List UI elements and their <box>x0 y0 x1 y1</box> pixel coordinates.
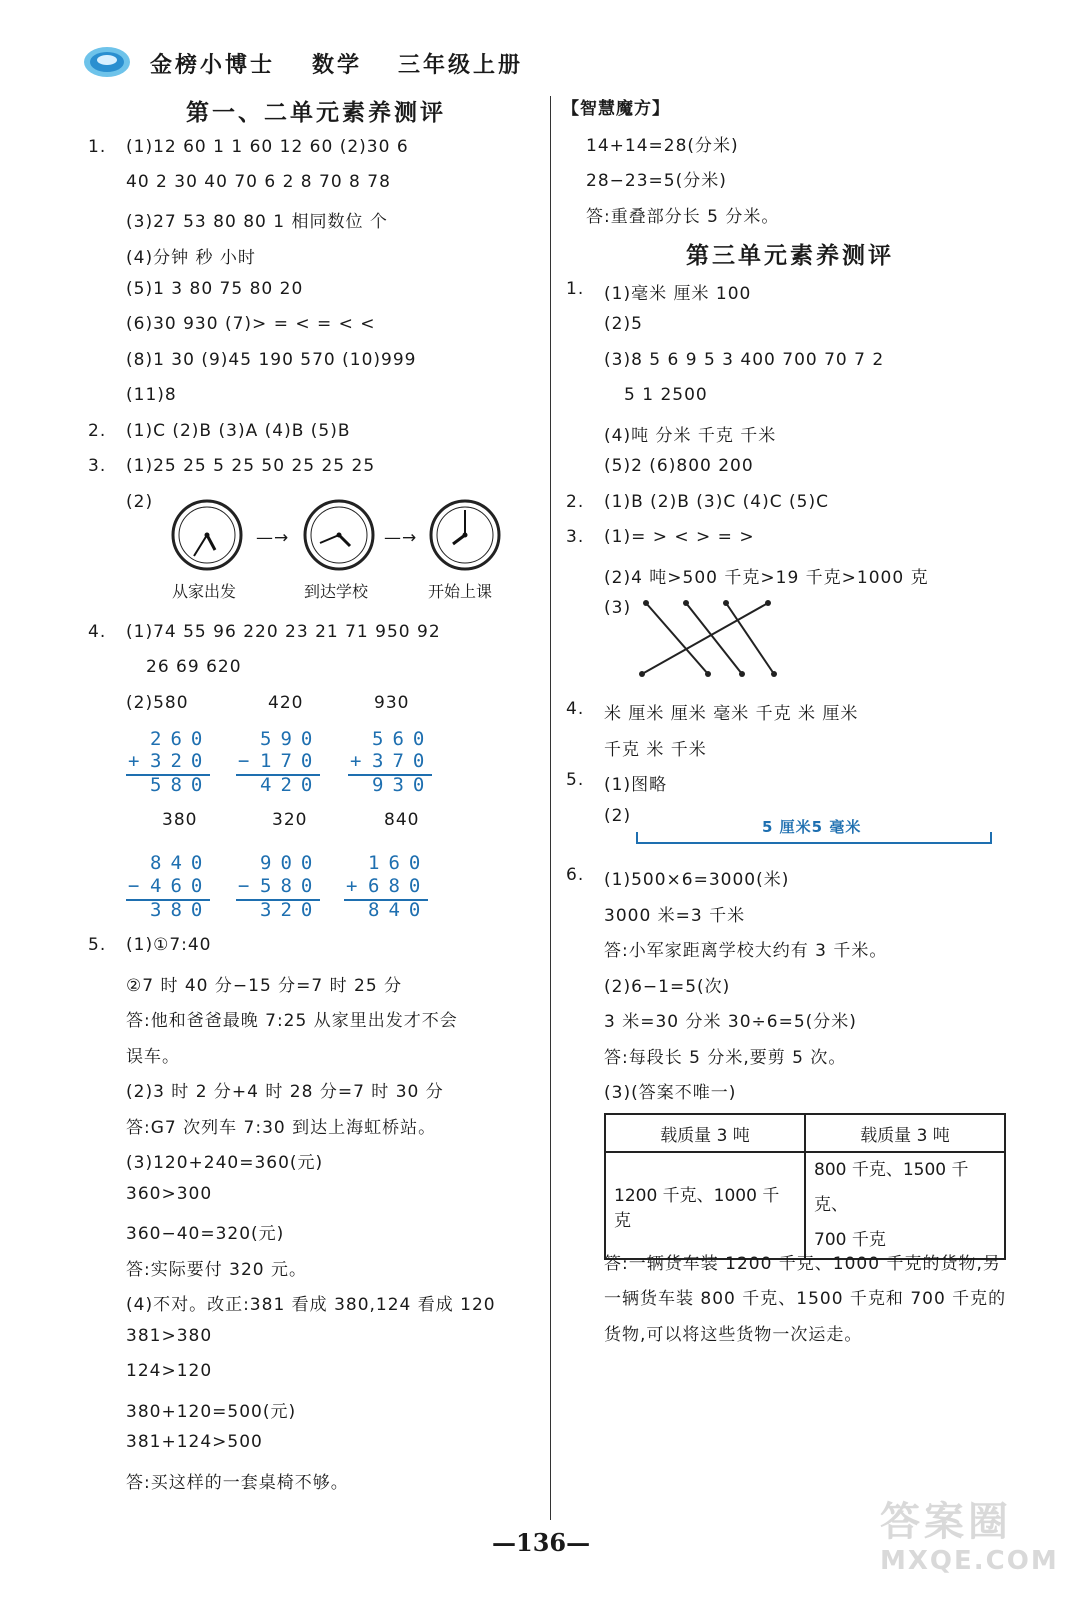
page-number: —136— <box>492 1528 591 1557</box>
answer-line: 千克 米 千米 <box>604 740 707 760</box>
answer-line: 360>300 <box>126 1184 213 1204</box>
answer-line: ②7 时 40 分−15 分=7 时 25 分 <box>126 976 403 996</box>
answer-line: (1)12 60 1 1 60 12 60 (2)30 6 <box>126 137 409 157</box>
answer-line: (2)3 时 2 分+4 时 28 分=7 时 30 分 <box>126 1082 444 1102</box>
grade-name: 三年级上册 <box>398 53 524 78</box>
calc-bottom: 320 <box>150 750 212 772</box>
answer-line: 124>120 <box>126 1361 213 1381</box>
q-number: 3. <box>88 456 107 476</box>
answer-line: (1)74 55 96 220 23 21 71 950 92 <box>126 622 441 642</box>
table-cell-line: 800 千克、1500 千克、 <box>814 1160 969 1215</box>
calc-bottom: 370 <box>372 750 434 772</box>
answer-line: 3000 米=3 千米 <box>604 906 746 926</box>
answer-line: 答:G7 次列车 7:30 到达上海虹桥站。 <box>126 1118 437 1138</box>
table-row <box>605 1114 1005 1152</box>
q-number: 2. <box>566 492 585 512</box>
answer-line: 答:小军家距离学校大约有 3 千米。 <box>604 941 888 961</box>
answer-line: 380+120=500(元) <box>126 1402 297 1422</box>
calc-top: 260 <box>150 728 212 750</box>
answer-line: (2)580 <box>126 693 189 713</box>
calc-top: 160 <box>368 852 430 874</box>
answer-line: 货物,可以将这些货物一次运走。 <box>604 1325 863 1345</box>
calc-result: 380 <box>150 899 212 921</box>
q-number: 2. <box>88 421 107 441</box>
q-number: 5. <box>566 770 585 790</box>
calc-bottom: 680 <box>368 875 430 897</box>
clock-icon <box>302 498 376 572</box>
calc-op: − <box>238 875 259 897</box>
table-cell: 1200 千克、1000 千克 <box>605 1152 805 1259</box>
answer-line: (4)吨 分米 千克 千米 <box>604 426 777 446</box>
answer-line: (1)500×6=3000(米) <box>604 870 790 890</box>
q-number: 3. <box>566 527 585 547</box>
answer-line: 误车。 <box>126 1047 180 1067</box>
answer-line: (3)(答案不唯一) <box>604 1083 737 1103</box>
section-title-unit-1-2: 第一、二单元素养测评 <box>186 100 446 126</box>
answer-line: (2)4 吨>500 千克>19 千克>1000 克 <box>604 568 929 588</box>
answer-line: 5 1 2500 <box>624 385 708 405</box>
calc-top: 590 <box>260 728 322 750</box>
answer-line: 14+14=28(分米) <box>586 136 739 156</box>
answer-line: 28−23=5(分米) <box>586 171 727 191</box>
answer-line: 答:每段长 5 分米,要剪 5 次。 <box>604 1048 847 1068</box>
answer-line: (3)120+240=360(元) <box>126 1153 324 1173</box>
answer-line: (3)8 5 6 9 5 3 400 700 70 7 2 <box>604 350 885 370</box>
answer-line: 答:实际要付 320 元。 <box>126 1260 307 1280</box>
answer-line: (1)①7:40 <box>126 935 212 955</box>
answer-line: (1)= > < > = > <box>604 527 755 547</box>
clock-label: 开始上课 <box>428 582 493 601</box>
clock-icon <box>428 498 502 572</box>
answer-line: (5)2 (6)800 200 <box>604 456 754 476</box>
calc-result: 840 <box>368 899 430 921</box>
answer-line: (11)8 <box>126 385 177 405</box>
answer-line: 一辆货车装 800 千克、1500 千克和 700 千克的 <box>604 1289 1007 1309</box>
section-title-unit-3: 第三单元素养测评 <box>686 243 894 269</box>
answer-line: 381+124>500 <box>126 1432 263 1452</box>
column-divider <box>550 96 551 1520</box>
watermark-url: MXQE.COM <box>880 1546 1059 1576</box>
answer-line: (1)图略 <box>604 775 668 795</box>
clock-icon <box>170 498 244 572</box>
calc-bottom: 170 <box>260 750 322 772</box>
segment-label: 5 厘米5 毫米 <box>762 818 862 836</box>
calc-top: 560 <box>372 728 434 750</box>
q-number: 1. <box>88 137 107 157</box>
answer-line: 420 <box>268 693 304 713</box>
answer-line: 3 米=30 分米 30÷6=5(分米) <box>604 1012 857 1032</box>
book-name: 金榜小博士 <box>150 53 276 78</box>
answer-line: (4)分钟 秒 小时 <box>126 248 256 268</box>
calc-result: 930 <box>372 774 434 796</box>
calc-op: + <box>128 750 149 772</box>
calc-op: + <box>350 750 371 772</box>
answer-line: (6)30 930 (7)> = < = < < <box>126 314 376 334</box>
answer-line: 930 <box>374 693 410 713</box>
q-number: 4. <box>566 699 585 719</box>
table-row <box>605 1152 1005 1259</box>
answer-line: 381>380 <box>126 1326 213 1346</box>
arrow: —→ <box>384 528 418 548</box>
matching-lines-diagram <box>630 594 780 682</box>
answer-line: 答:一辆货车装 1200 千克、1000 千克的货物,另 <box>604 1254 1001 1274</box>
answer-line: (2) <box>126 492 154 512</box>
calc-top: 840 <box>150 852 212 874</box>
answer-line: 840 <box>384 810 420 830</box>
q-number: 5. <box>88 935 107 955</box>
table-cell <box>805 1152 1005 1259</box>
watermark-logo: 答案圈 <box>880 1499 1012 1545</box>
answer-line: (3)27 53 80 80 1 相同数位 个 <box>126 212 388 232</box>
answer-line: (2)6−1=5(次) <box>604 977 731 997</box>
answer-line: (1)B (2)B (3)C (4)C (5)C <box>604 492 829 512</box>
answer-line: (2)5 <box>604 314 643 334</box>
calc-bottom: 460 <box>150 875 212 897</box>
arrow: —→ <box>256 528 290 548</box>
answer-line: (8)1 30 (9)45 190 570 (10)999 <box>126 350 417 370</box>
calc-result: 320 <box>260 899 322 921</box>
answer-line: 320 <box>272 810 308 830</box>
answer-line: 答:买这样的一套桌椅不够。 <box>126 1473 349 1493</box>
calc-bottom: 580 <box>260 875 322 897</box>
answer-line: 40 2 30 40 70 6 2 8 70 8 78 <box>126 172 391 192</box>
answer-line: (5)1 3 80 75 80 20 <box>126 279 304 299</box>
answer-line: (3) <box>604 598 632 618</box>
load-table <box>604 1113 1006 1260</box>
calc-result: 580 <box>150 774 212 796</box>
answer-line: (4)不对。改正:381 看成 380,124 看成 120 <box>126 1295 496 1315</box>
clock-label: 从家出发 <box>172 582 237 601</box>
table-header-cell: 载质量 3 吨 <box>805 1114 1005 1152</box>
calc-op: − <box>238 750 259 772</box>
calc-top: 900 <box>260 852 322 874</box>
answer-line: (1)25 25 5 25 50 25 25 25 <box>126 456 376 476</box>
clock-label: 到达学校 <box>304 582 369 601</box>
answer-line: (2) <box>604 806 632 826</box>
calc-result: 420 <box>260 774 322 796</box>
q-number: 4. <box>88 622 107 642</box>
magic-box-title: 【智慧魔方】 <box>562 99 670 119</box>
answer-line: 答:他和爸爸最晚 7:25 从家里出发才不会 <box>126 1011 458 1031</box>
answer-line: 26 69 620 <box>146 657 242 677</box>
table-header-cell: 载质量 3 吨 <box>605 1114 805 1152</box>
q-number: 1. <box>566 279 585 299</box>
subject-name: 数学 <box>312 53 363 78</box>
answer-line: 答:重叠部分长 5 分米。 <box>586 207 780 227</box>
answer-line: (1)C (2)B (3)A (4)B (5)B <box>126 421 351 441</box>
book-logo-icon <box>82 44 132 80</box>
answer-line: 360−40=320(元) <box>126 1224 285 1244</box>
answer-line: (1)毫米 厘米 100 <box>604 284 752 304</box>
calc-op: − <box>128 875 149 897</box>
answer-line: 米 厘米 厘米 毫米 千克 米 厘米 <box>604 704 859 724</box>
table-cell-line: 700 千克 <box>814 1230 886 1250</box>
calc-op: + <box>346 875 367 897</box>
answer-line: 380 <box>162 810 198 830</box>
q-number: 6. <box>566 865 585 885</box>
